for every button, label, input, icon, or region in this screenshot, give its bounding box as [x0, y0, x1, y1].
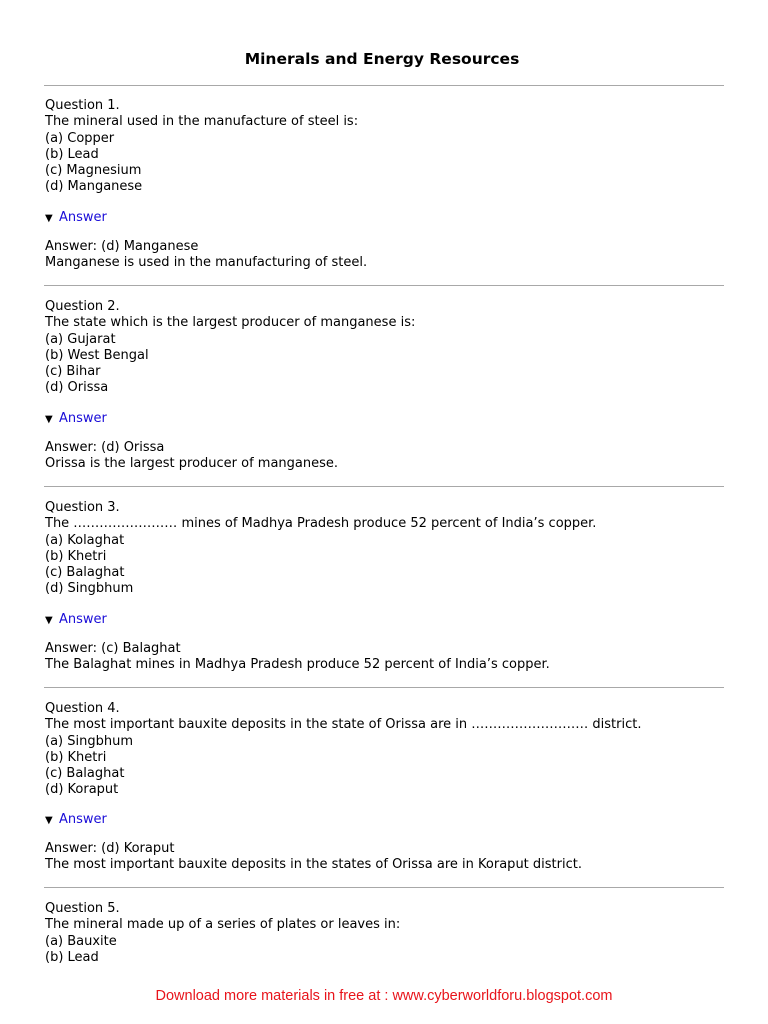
answer-text: Answer: (d) Orissa: [45, 440, 165, 455]
answer-toggle-label[interactable]: Answer: [59, 812, 107, 827]
question-1: [45, 98, 735, 196]
divider: [44, 486, 724, 487]
answer-toggle-label[interactable]: Answer: [59, 411, 107, 426]
option-d: (d) Orissa: [45, 380, 109, 396]
divider: [44, 285, 724, 286]
answer-explanation: Manganese is used in the manufacturing of steel.: [45, 255, 368, 271]
divider: [44, 887, 724, 888]
triangle-down-icon: ▼: [45, 414, 53, 425]
answer-toggle[interactable]: [45, 812, 107, 829]
question-4: [45, 701, 735, 799]
answer-block-3: [45, 641, 735, 674]
triangle-down-icon: ▼: [45, 815, 53, 826]
question-number: Question 5.: [45, 901, 120, 916]
answer-toggle[interactable]: [45, 411, 107, 428]
question-5: [45, 901, 735, 966]
answer-text: Answer: (d) Koraput: [45, 841, 175, 856]
question-2: [45, 299, 735, 397]
option-b: (b) Lead: [45, 949, 99, 965]
option-d: (d) Koraput: [45, 782, 119, 798]
option-a: (a) Copper: [45, 130, 115, 146]
answer-text: Answer: (c) Balaghat: [45, 641, 181, 656]
option-a: (a) Bauxite: [45, 933, 117, 949]
question-text: The mineral made up of a series of plates or leaves in:: [45, 917, 401, 933]
question-text: The most important bauxite deposits in the state of Orissa are in ……………………… district.: [45, 717, 642, 733]
question-text: The state which is the largest producer of manganese is:: [45, 315, 416, 331]
triangle-down-icon: ▼: [45, 615, 53, 626]
option-b: (b) Khetri: [45, 548, 107, 564]
question-text: The mineral used in the manufacture of steel is:: [45, 114, 359, 130]
option-b: (b) Khetri: [45, 749, 107, 765]
option-c: (c) Balaghat: [45, 766, 125, 782]
option-c: (c) Magnesium: [45, 163, 142, 179]
question-number: Question 1.: [45, 98, 120, 113]
option-b: (b) Lead: [45, 146, 99, 162]
question-number: Question 2.: [45, 299, 120, 314]
answer-block-2: [45, 440, 735, 473]
answer-explanation: Orissa is the largest producer of manganese.: [45, 456, 339, 472]
option-a: (a) Kolaghat: [45, 532, 125, 548]
question-text: The …………………… mines of Madhya Pradesh produce 52 percent of India’s copper.: [45, 516, 597, 532]
answer-toggle-label[interactable]: Answer: [59, 612, 107, 627]
option-d: (d) Manganese: [45, 179, 143, 195]
answer-toggle[interactable]: [45, 612, 107, 629]
question-number: Question 3.: [45, 500, 120, 515]
option-c: (c) Bihar: [45, 364, 101, 380]
divider: [44, 687, 724, 688]
divider: [44, 85, 724, 86]
answer-text: Answer: (d) Manganese: [45, 239, 199, 254]
question-number: Question 4.: [45, 701, 120, 716]
option-d: (d) Singbhum: [45, 581, 134, 597]
answer-toggle[interactable]: [45, 210, 107, 227]
page-title: Minerals and Energy Resources: [244, 50, 520, 68]
triangle-down-icon: ▼: [45, 213, 53, 224]
answer-toggle-label[interactable]: Answer: [59, 210, 107, 225]
option-a: (a) Gujarat: [45, 331, 116, 347]
option-b: (b) West Bengal: [45, 347, 149, 363]
answer-explanation: The most important bauxite deposits in the states of Orissa are in Koraput district.: [45, 857, 582, 873]
answer-explanation: The Balaghat mines in Madhya Pradesh produce 52 percent of India’s copper.: [45, 657, 550, 673]
answer-block-1: [45, 239, 735, 272]
answer-block-4: [45, 841, 735, 874]
question-3: [45, 500, 735, 598]
footer-download-link[interactable]: Download more materials in free at : www.cyberworldforu.blogspot.com: [155, 988, 613, 1004]
option-a: (a) Singbhum: [45, 733, 133, 749]
option-c: (c) Balaghat: [45, 565, 125, 581]
